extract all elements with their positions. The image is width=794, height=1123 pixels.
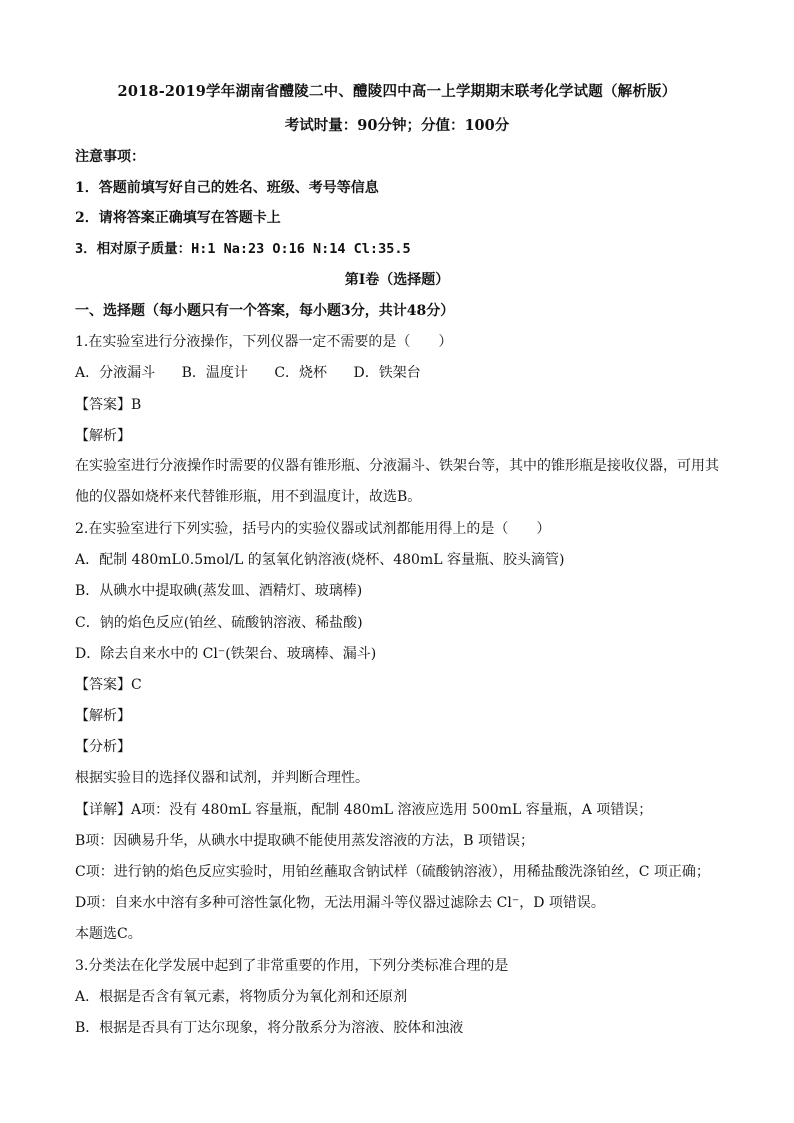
analysis-label: 【解析】 [75,428,131,444]
option: D．除去自来水中的 Cl⁻(铁架台、玻璃棒、漏斗) [75,646,377,662]
option: A．分液漏斗 [75,365,156,381]
detail-line: 【详解】A项：没有 480mL 容量瓶，配制 480mL 溶液应选用 500mL 容量瓶，A 项错误； [75,802,653,818]
option: C．烧杯 [274,365,328,381]
option: D．铁架台 [353,365,421,381]
answer-label: 【答案】B [75,397,142,413]
document-title: 2018-2019学年湖南省醴陵二中、醴陵四中高一上学期期末联考化学试题（解析版） [117,83,677,100]
analysis-text: 在实验室进行分液操作时需要的仪器有锥形瓶、分液漏斗、铁架台等，其中的锥形瓶是接收仪器，可用其他的仪器如烧杯来代替锥形瓶，用不到温度计，故选B。 [75,458,719,505]
option: A．配制 480mL0.5mol/L 的氢氧化钠溶液(烧杯、480mL 容量瓶、胶头滴管) [75,552,565,568]
question-stem: 2.在实验室进行下列实验，括号内的实验仪器或试剂都能用得上的是（ ） [75,521,551,537]
fenxi-label: 【分析】 [75,739,131,755]
volume-title: 第Ⅰ卷（选择题） [344,272,450,288]
detail-line: B项：因碘易升华，从碘水中提取碘不能使用蒸发溶液的方法，B 项错误； [75,833,535,849]
exam-info: 考试时量：90分钟；分值：100分 [284,117,510,134]
option: B．根据是否具有丁达尔现象，将分散系分为溶液、胶体和浊液 [75,1020,464,1036]
option: B．从碘水中提取碘(蒸发皿、酒精灯、玻璃棒) [75,583,363,599]
answer-label: 【答案】C [75,677,142,693]
notes-heading: 注意事项： [75,149,145,165]
question-options [75,363,725,383]
detail-line: 本题选C。 [75,926,142,942]
note-item: 2．请将答案正确填写在答题卡上 [75,210,281,226]
question-stem: 3.分类法在化学发展中起到了非常重要的作用，下列分类标准合理的是 [75,958,509,974]
detail-line: C项：进行钠的焰色反应实验时，用铂丝蘸取含钠试样（硫酸钠溶液），用稀盐酸洗涤铂丝，C 项正确； [75,864,710,880]
option: A．根据是否含有氧元素，将物质分为氧化剂和还原剂 [75,989,408,1005]
option: C．钠的焰色反应(铂丝、硫酸钠溶液、稀盐酸) [75,615,363,631]
note-item: 1．答题前填写好自己的姓名、班级、考号等信息 [75,180,379,196]
analysis-label: 【解析】 [75,708,131,724]
fenxi-text: 根据实验目的选择仪器和试剂，并判断合理性。 [75,770,369,786]
section-title: 一、选择题（每小题只有一个答案，每小题3分，共计48分） [75,303,455,319]
detail-line: D项：自来水中溶有多种可溶性氯化物，无法用漏斗等仪器过滤除去 Cl⁻，D 项错误。 [75,895,605,911]
question-stem: 1.在实验室进行分液操作，下列仪器一定不需要的是（ ） [75,334,453,350]
option: B．温度计 [181,365,248,381]
note-item: 3．相对原子质量：H:1 Na:23 O:16 N:14 Cl:35.5 [75,241,411,257]
